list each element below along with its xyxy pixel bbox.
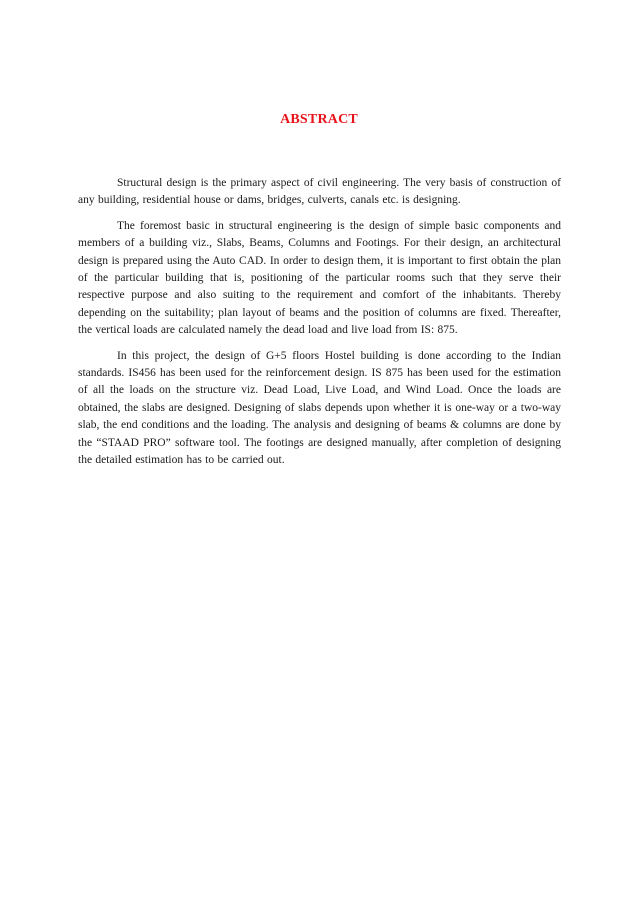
page-title: ABSTRACT [280,112,358,127]
abstract-paragraph-1: Structural design is the primary aspect of civil engineering. The very basis of construction of any building, residential house or dams, bridges, culverts, canals etc. is designing. [78,177,561,207]
abstract-paragraph-3: In this project, the design of G+5 floors Hostel building is done according to the Indian standards. IS456 has been used for the reinforcement design. IS 875 has been used for the estimation of all the loads on the structure viz. Dead Load, Live Load, and Wind Load. Once the loads are obtained, the slabs are designed. Designing of slabs depends upon whether it is one-way or a two-way slab, the end conditions and the loading. The analysis and designing of beams & columns are done by the “STAAD PRO” software tool. The footings are designed manually, after completion of designing the detailed estimation has to be carried out. [78,349,561,467]
abstract-body [78,175,561,478]
abstract-paragraph-2: The foremost basic in structural engineering is the design of simple basic components and members of a building viz., Slabs, Beams, Columns and Footings. For their design, an architectural design is prepared using the Auto CAD. In order to design them, it is important to first obtain the plan of the particular building that is, positioning of the particular rooms such that they serve their respective purpose and also suiting to the requirement and comfort of the inhabitants. Thereby depending on the suitability; plan layout of beams and the position of columns are fixed. Thereafter, the vertical loads are calculated namely the dead load and live load from IS: 875. [78,219,561,337]
